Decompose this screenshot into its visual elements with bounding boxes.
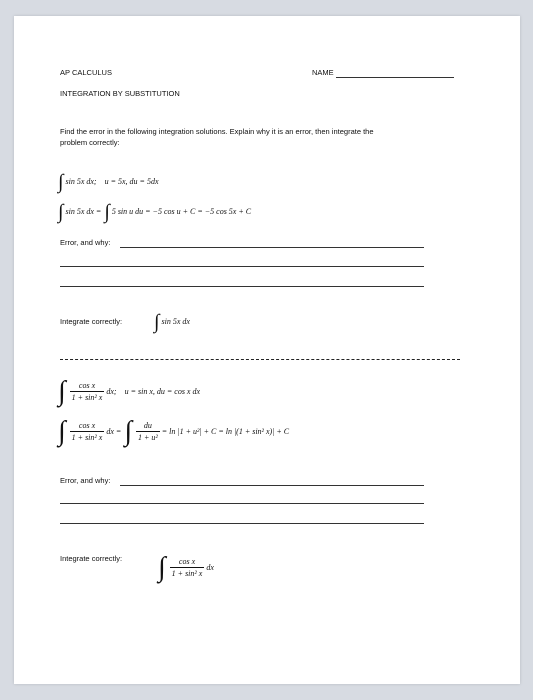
integral-sign: ∫ bbox=[158, 552, 166, 583]
fraction-denominator: 1 + sin² x bbox=[71, 392, 103, 402]
fraction-numerator: cos x bbox=[78, 380, 96, 390]
problem2-integrate-fraction bbox=[170, 557, 205, 578]
fraction-denominator: 1 + sin² x bbox=[171, 568, 203, 578]
problem1-work-lhs: sin 5x dx = bbox=[65, 206, 102, 216]
worksheet-page bbox=[14, 16, 520, 684]
integral-sign: ∫ bbox=[58, 376, 66, 407]
problem2-work-fraction-1 bbox=[70, 421, 105, 442]
problem1-error-label: Error, and why: bbox=[60, 238, 111, 247]
fraction-denominator: 1 + sin² x bbox=[71, 432, 103, 442]
problem2-setup-substitution: u = sin x, du = cos x dx bbox=[124, 386, 201, 396]
answer-line[interactable] bbox=[120, 485, 424, 486]
answer-line[interactable] bbox=[120, 247, 424, 248]
answer-line[interactable] bbox=[60, 266, 424, 267]
problem2-work-dx: dx = bbox=[106, 426, 122, 436]
fraction-numerator: cos x bbox=[178, 556, 196, 566]
problem1-integrate-label: Integrate correctly: bbox=[60, 317, 123, 326]
worksheet-subtitle: INTEGRATION BY SUBSTITUTION bbox=[60, 89, 180, 98]
problem2-work bbox=[58, 414, 289, 448]
answer-line[interactable] bbox=[60, 286, 424, 287]
problem2-work-fraction-2 bbox=[136, 421, 160, 442]
instructions-line-1: Find the error in the following integration solutions. Explain why it is an error, then integrate the bbox=[60, 127, 374, 136]
problem2-setup-fraction bbox=[70, 381, 105, 402]
problem1-work bbox=[58, 200, 251, 222]
fraction-numerator: du bbox=[143, 420, 152, 430]
answer-line[interactable] bbox=[60, 523, 424, 524]
integral-sign: ∫ bbox=[58, 416, 66, 447]
problem1-integrate-integrand: sin 5x dx bbox=[161, 316, 190, 326]
problem1-setup bbox=[58, 170, 159, 192]
name-label: NAME bbox=[312, 68, 334, 77]
name-line bbox=[336, 77, 454, 78]
fraction-numerator: cos x bbox=[78, 420, 96, 430]
integral-sign: ∫ bbox=[124, 416, 132, 447]
problem2-work-result: = ln |1 + u²| + C = ln |(1 + sin² x)| + C bbox=[161, 426, 290, 436]
problem2-error-label: Error, and why: bbox=[60, 476, 111, 485]
fraction-denominator: 1 + u² bbox=[137, 432, 158, 442]
problem1-integrate-expression bbox=[154, 310, 190, 332]
problem1-work-rhs: 5 sin u du = −5 cos u + C = −5 cos 5x + C bbox=[111, 206, 252, 216]
integral-sign: ∫ bbox=[58, 171, 64, 193]
problem2-integrate-dx: dx bbox=[206, 562, 214, 572]
problem1-setup-integrand: sin 5x dx; bbox=[65, 176, 97, 186]
instructions-line-2: problem correctly: bbox=[60, 138, 120, 147]
answer-line[interactable] bbox=[60, 503, 424, 504]
integral-sign: ∫ bbox=[154, 311, 160, 333]
problem2-integrate-expression bbox=[158, 550, 214, 584]
problem1-setup-substitution: u = 5x, du = 5dx bbox=[104, 176, 159, 186]
section-divider bbox=[60, 359, 460, 360]
integral-sign: ∫ bbox=[104, 201, 110, 223]
problem2-setup bbox=[58, 374, 200, 408]
problem2-integrate-label: Integrate correctly: bbox=[60, 554, 123, 563]
course-title: AP CALCULUS bbox=[60, 68, 112, 77]
integral-sign: ∫ bbox=[58, 201, 64, 223]
problem2-setup-dx: dx; bbox=[106, 386, 117, 396]
